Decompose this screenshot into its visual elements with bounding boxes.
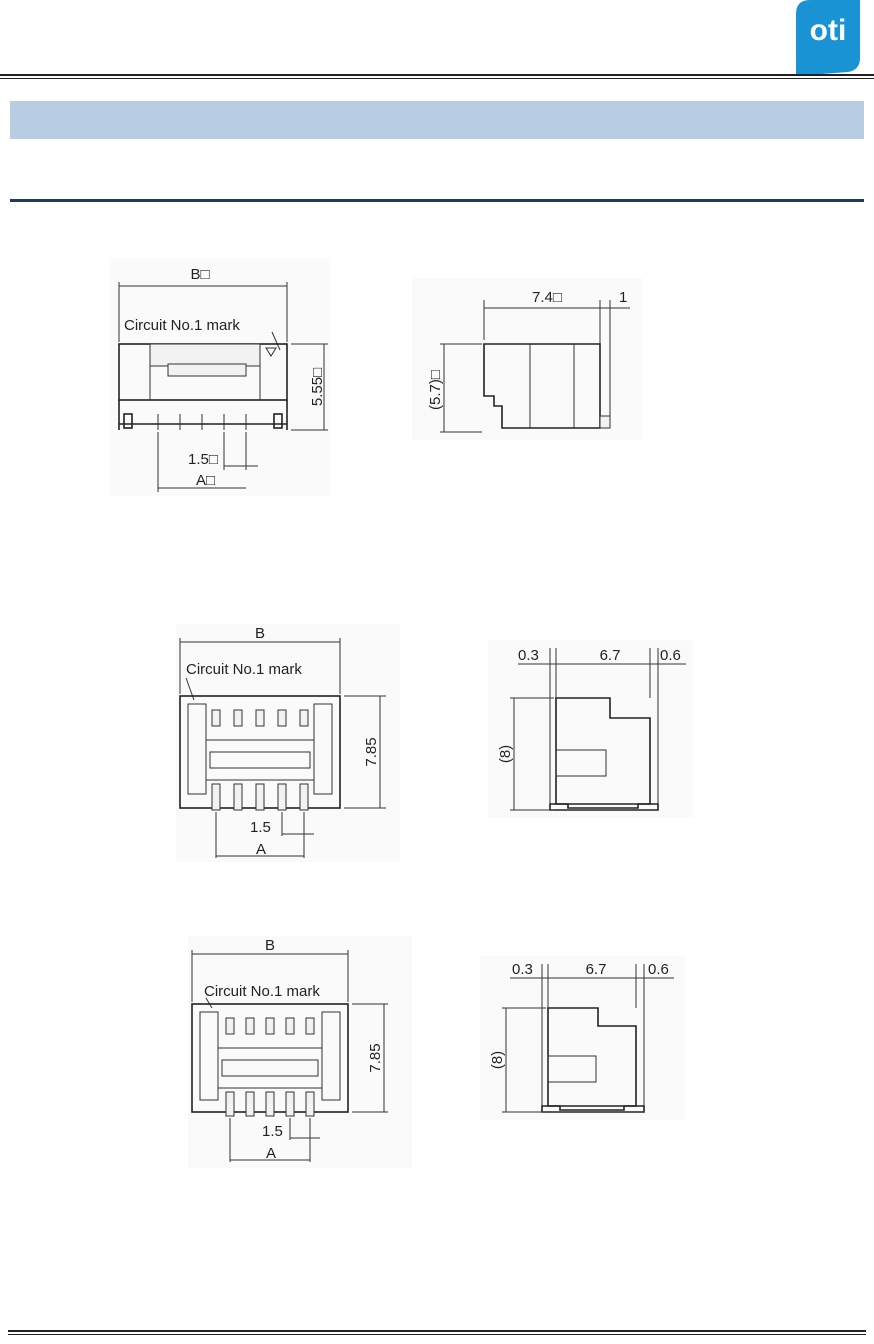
dim-b-label: B — [254, 625, 266, 642]
circuit-mark-label: Circuit No.1 mark — [204, 983, 320, 1000]
dim-right-label: 0.6 — [648, 961, 669, 978]
dim-pitch-label: 1.5 — [250, 819, 271, 836]
drawing-3-front-view — [188, 936, 412, 1168]
drawing-1-front-view — [110, 258, 330, 496]
dim-b-label: B — [264, 937, 276, 954]
dim-depth-label: 6.7 — [585, 961, 607, 978]
dim-edge-label: 1 — [619, 289, 628, 306]
oti-logo — [796, 0, 860, 76]
logo-text: oti — [809, 14, 847, 47]
dim-a-label: A□ — [196, 472, 216, 489]
dim-height-label: (8) — [497, 744, 514, 764]
header-rule — [0, 74, 874, 76]
dim-depth-label: 7.4□ — [532, 289, 562, 306]
dim-height-label: 5.55□ — [309, 367, 326, 407]
dim-pitch-label: 1.5□ — [188, 451, 218, 468]
dim-pitch-label: 1.5 — [262, 1123, 283, 1140]
circuit-mark-label: Circuit No.1 mark — [186, 661, 302, 678]
footer-rule — [8, 1330, 866, 1332]
drawing-1-side-view — [412, 278, 642, 440]
dim-left-label: 0.3 — [518, 647, 539, 664]
dim-height-label: (5.7)□ — [427, 370, 444, 410]
drawing-2-front-view — [176, 624, 400, 862]
dim-height-label: (8) — [489, 1050, 506, 1070]
header-rule-thin — [0, 78, 874, 79]
dim-right-label: 0.6 — [660, 647, 681, 664]
section-rule — [10, 199, 864, 202]
drawing-3-side-view — [480, 956, 686, 1120]
dim-a-label: A — [266, 1145, 277, 1162]
dim-height-label: 7.85 — [363, 737, 380, 767]
dim-height-label: 7.85 — [367, 1043, 384, 1073]
dim-b-label: B□ — [190, 266, 210, 283]
dim-a-label: A — [256, 841, 267, 858]
footer-rule-thin — [8, 1334, 866, 1335]
drawing-2-side-view — [488, 640, 694, 818]
circuit-mark-label: Circuit No.1 mark — [124, 317, 240, 334]
section-bar — [10, 101, 864, 139]
dim-left-label: 0.3 — [512, 961, 533, 978]
dim-depth-label: 6.7 — [599, 647, 621, 664]
